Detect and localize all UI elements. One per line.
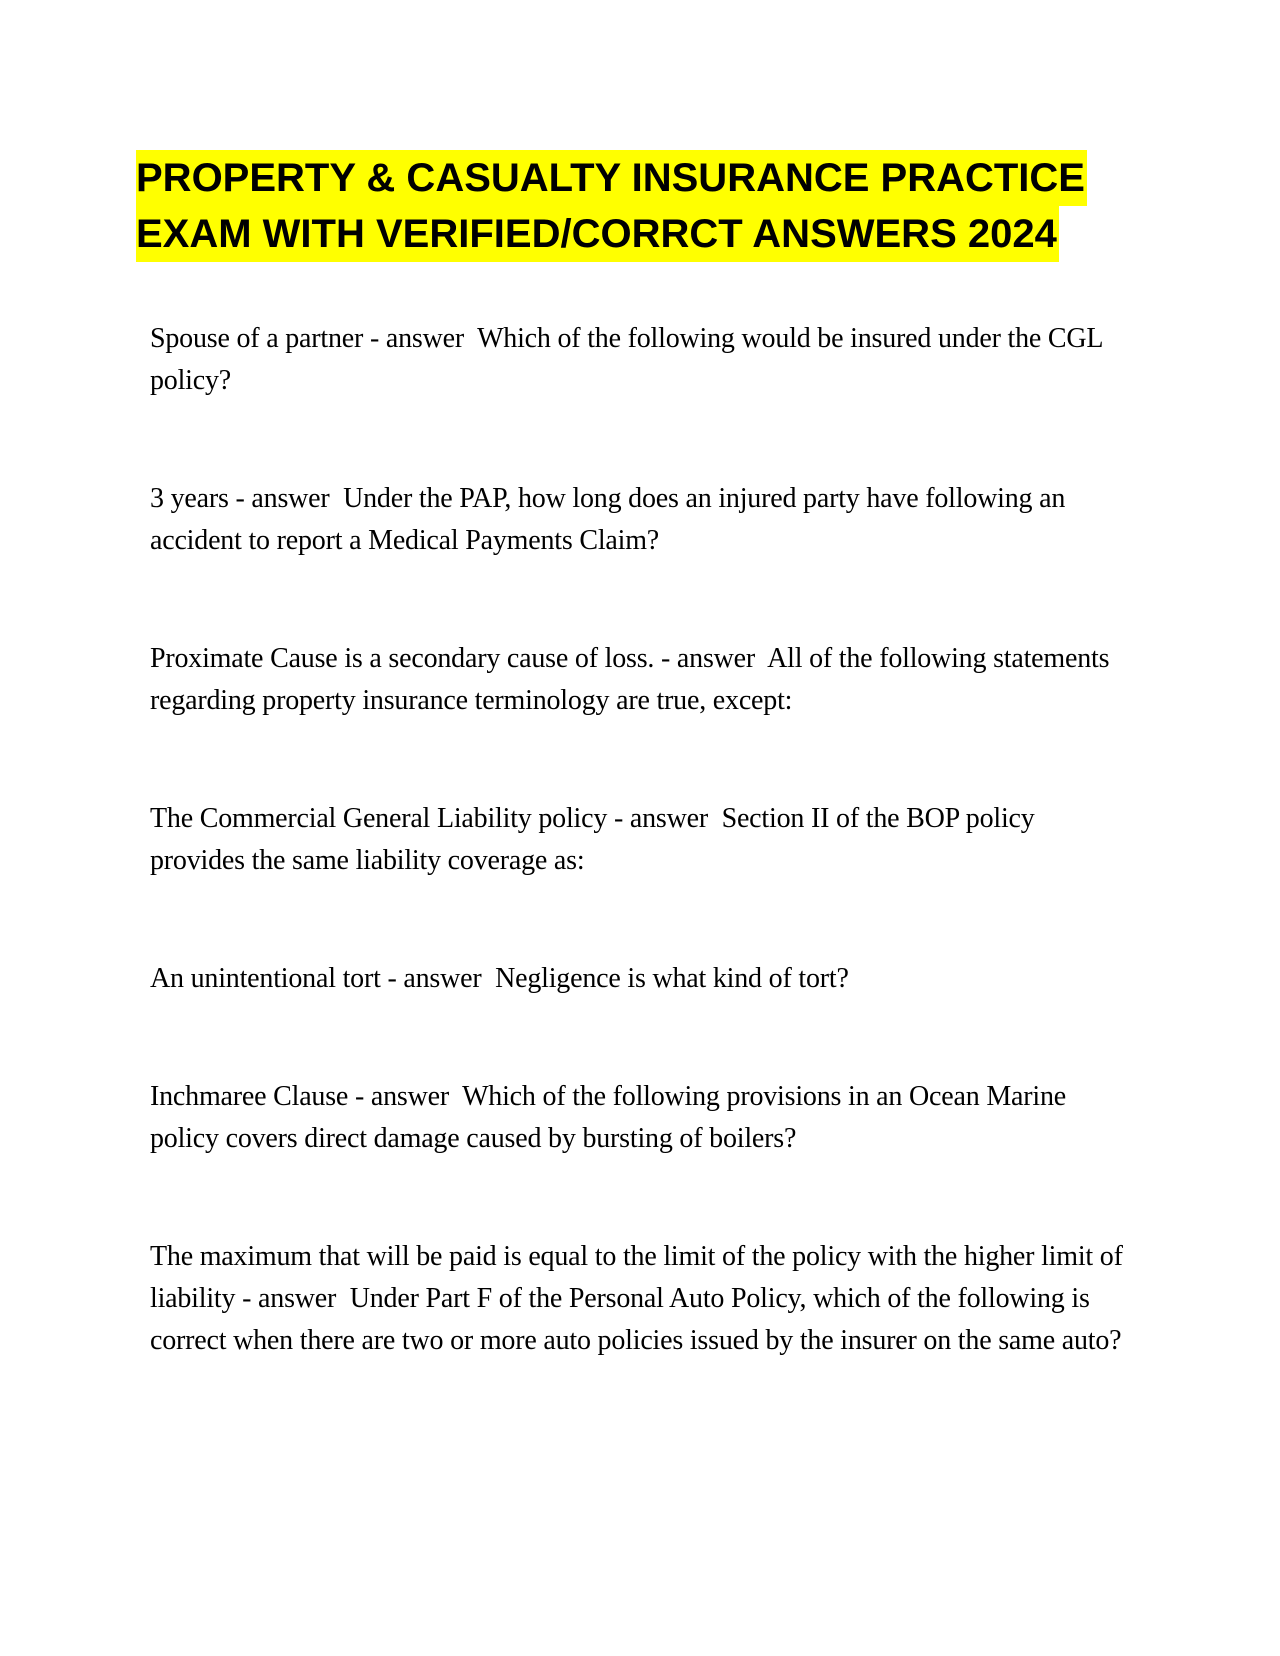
answer-text: An unintentional tort - answer bbox=[150, 963, 495, 994]
answer-text: Proximate Cause is a secondary cause of loss. - answer bbox=[150, 643, 767, 674]
answer-text: 3 years - answer bbox=[150, 483, 343, 514]
question-text: Under Part F of the Personal Auto Policy, which of the following is correct when there are two or more auto policies issued by the insurer on the same auto? bbox=[150, 1283, 1122, 1356]
document-title bbox=[136, 150, 1146, 262]
qa-list bbox=[150, 318, 1130, 1438]
qa-item bbox=[150, 798, 1130, 882]
question-text: Section II of the BOP policy provides the same liability coverage as: bbox=[150, 803, 1035, 876]
question-text: Under the PAP, how long does an injured party have following an accident to report a Medical Payments Claim? bbox=[150, 483, 1066, 556]
question-text: Which of the following provisions in an Ocean Marine policy covers direct damage caused by bursting of boilers? bbox=[150, 1081, 1066, 1154]
answer-text: Inchmaree Clause - answer bbox=[150, 1081, 462, 1112]
qa-item bbox=[150, 638, 1130, 722]
title-line-1: PROPERTY & CASUALTY INSURANCE PRACTICE bbox=[136, 150, 1087, 206]
answer-text: The Commercial General Liability policy - answer bbox=[150, 803, 722, 834]
question-text: All of the following statements regarding property insurance terminology are true, except: bbox=[150, 643, 1110, 716]
title-line-2: EXAM WITH VERIFIED/CORRCT ANSWERS 2024 bbox=[136, 206, 1059, 262]
answer-text: Spouse of a partner - answer bbox=[150, 323, 477, 354]
qa-item bbox=[150, 1236, 1130, 1362]
answer-text: The maximum that will be paid is equal to the limit of the policy with the higher limit of liability - answer bbox=[150, 1241, 1123, 1314]
qa-item bbox=[150, 958, 1130, 1000]
qa-item bbox=[150, 318, 1130, 402]
question-text: Negligence is what kind of tort? bbox=[495, 963, 849, 994]
qa-item bbox=[150, 478, 1130, 562]
qa-item bbox=[150, 1076, 1130, 1160]
question-text: Which of the following would be insured under the CGL policy? bbox=[150, 323, 1103, 396]
